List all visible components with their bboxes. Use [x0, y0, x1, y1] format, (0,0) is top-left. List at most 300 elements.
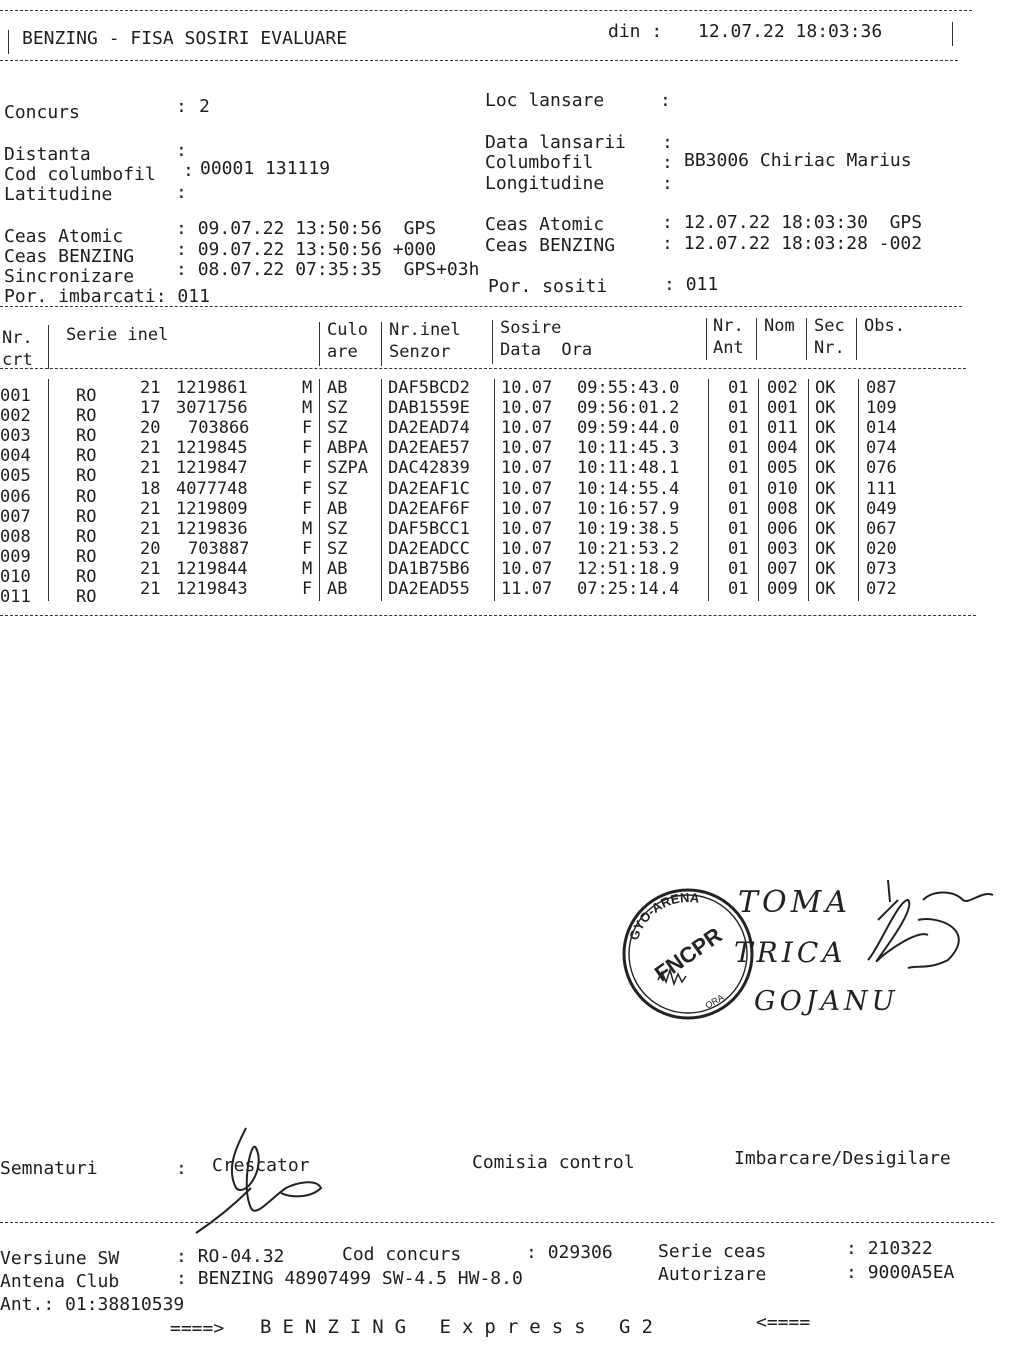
row-time: 10:16:57.9 [577, 498, 680, 519]
ceas-benzing-date: 09.07.22 13:50:56 +000 [197, 239, 437, 260]
ceas-benzing-r-label: Ceas BENZING [485, 235, 616, 256]
row-separator [381, 439, 382, 460]
th-sep [319, 322, 320, 366]
row-nr: 001 [0, 386, 31, 406]
top-border [0, 10, 972, 11]
por-sositi-count: 011 [685, 274, 719, 295]
row-sex: M [302, 378, 313, 398]
row-year: 20 [140, 538, 161, 559]
row-date: 10.07 [501, 458, 553, 479]
ceas-atomic-r-label: Ceas Atomic [485, 214, 605, 235]
row-color: SZ [327, 538, 348, 559]
th-sec-1: Sec [814, 316, 845, 336]
row-separator [708, 520, 709, 541]
row-separator [758, 399, 759, 420]
row-date: 11.07 [501, 579, 553, 599]
row-separator [758, 419, 759, 440]
row-separator [381, 520, 382, 541]
ceas-atomic-date: 09.07.22 13:50:56 GPS [197, 218, 437, 239]
row-separator [48, 560, 49, 581]
handwritten-name-1: TOMA [738, 885, 851, 920]
antena-value: : BENZING 48907499 SW-4.5 HW-8.0 [176, 1268, 523, 1289]
row-country: RO [76, 446, 97, 467]
row-antenna: 01 [728, 558, 749, 579]
row-nr: 011 [0, 587, 31, 607]
row-separator [319, 399, 320, 420]
th-sep [48, 325, 49, 369]
row-separator [319, 379, 320, 400]
row-time: 10:21:53.2 [577, 538, 680, 559]
row-sensor: DA2EAD55 [388, 579, 470, 599]
row-ring-number: 1219847 [176, 458, 248, 479]
row-obs: 067 [866, 518, 897, 539]
row-sensor: DAC42839 [388, 458, 470, 479]
row-separator [319, 419, 320, 440]
row-antenna: 01 [728, 538, 749, 559]
distanta-label: Distanta [4, 144, 91, 165]
row-separator [858, 399, 859, 420]
row-time: 12:51:18.9 [577, 558, 680, 579]
row-year: 21 [140, 378, 161, 398]
ceas-benzing-label: Ceas BENZING [4, 246, 135, 267]
row-color: SZ [327, 418, 348, 439]
date-label: din : [608, 21, 663, 42]
row-obs: 109 [866, 398, 897, 419]
cod-columbofil-label: Cod columbofil [4, 164, 156, 185]
row-separator [858, 419, 859, 440]
row-sec: OK [815, 579, 836, 599]
row-ring-number: 703866 [188, 418, 250, 439]
row-separator [48, 520, 49, 541]
cod-columbofil-colon: : [183, 160, 194, 181]
crescator-signature [196, 1118, 336, 1238]
por-imbarcati-value: 011 [177, 286, 210, 307]
row-sex: F [302, 458, 313, 479]
row-separator [708, 540, 709, 561]
row-sec: OK [815, 398, 836, 419]
header-left-bar [8, 30, 9, 54]
row-separator [48, 379, 49, 400]
row-separator [708, 459, 709, 480]
row-separator [808, 459, 809, 480]
row-color: SZ [327, 478, 348, 499]
row-ring-number: 703887 [188, 538, 250, 559]
row-separator [494, 439, 495, 460]
ceas-atomic-value: : 09.07.22 13:50:56 GPS [176, 218, 437, 239]
sincronizare-date: 08.07.22 07:35:35 GPS+03h [197, 259, 480, 280]
row-separator [381, 540, 382, 561]
row-separator [494, 580, 495, 601]
stamp-ring-text: GYO-ARENA [626, 889, 701, 943]
row-sec: OK [815, 538, 836, 559]
th-sosire: Sosire [500, 318, 562, 338]
row-separator [808, 520, 809, 541]
row-obs: 087 [866, 378, 897, 398]
row-separator [381, 419, 382, 440]
row-country: RO [76, 426, 97, 447]
row-color: SZ [327, 398, 348, 419]
row-sec: OK [815, 558, 836, 579]
row-sex: M [302, 518, 313, 539]
row-separator [381, 459, 382, 480]
row-separator [858, 459, 859, 480]
ant-label: Ant.: [0, 1294, 55, 1315]
row-separator [808, 580, 809, 601]
versiune-text: RO-04.32 [197, 1246, 285, 1267]
semnaturi-label: Semnaturi [0, 1158, 98, 1179]
row-date: 10.07 [501, 538, 553, 559]
latitudine-colon: : [176, 182, 187, 203]
longitudine-label: Longitudine [485, 173, 605, 194]
columbofil-value: BB3006 Chiriac Marius [684, 150, 912, 171]
row-nom: 009 [767, 579, 798, 599]
row-separator [858, 379, 859, 400]
row-sensor: DA1B75B6 [388, 558, 470, 579]
th-sep [492, 320, 493, 364]
row-sec: OK [815, 518, 836, 539]
data-lansarii-label: Data lansarii [485, 132, 626, 153]
versiune-label: Versiune SW [0, 1248, 120, 1269]
row-ring-number: 1219843 [176, 579, 248, 599]
row-nr: 006 [0, 486, 31, 507]
row-country: RO [76, 546, 97, 567]
columbofil-label: Columbofil [485, 152, 594, 173]
th-data-ora: Data Ora [500, 340, 593, 360]
ceas-atomic-r-date: 12.07.22 18:03:30 GPS [683, 212, 923, 233]
distanta-colon: : [176, 140, 187, 161]
row-separator [708, 379, 709, 400]
ceas-benzing-value: : 09.07.22 13:50:56 +000 [176, 239, 437, 260]
row-nom: 010 [767, 478, 798, 499]
row-separator [808, 480, 809, 501]
ceas-benzing-r-value: : 12.07.22 18:03:28 -002 [662, 233, 923, 254]
row-year: 21 [140, 498, 161, 519]
row-obs: 074 [866, 438, 897, 459]
row-separator [758, 580, 759, 601]
row-country: RO [76, 406, 97, 427]
row-separator [758, 520, 759, 541]
row-separator [494, 540, 495, 561]
row-sec: OK [815, 418, 836, 439]
row-separator [708, 399, 709, 420]
row-separator [48, 419, 49, 440]
table-bottom-border [0, 615, 976, 616]
serie-ceas-value: : 210322 [846, 1238, 933, 1259]
row-sex: F [302, 478, 313, 499]
row-year: 21 [140, 458, 161, 479]
row-color: AB [327, 498, 348, 519]
row-sensor: DA2EAF6F [388, 498, 470, 519]
row-nom: 002 [767, 378, 798, 398]
row-separator [319, 560, 320, 581]
longitudine-colon: : [662, 173, 673, 194]
brand-arrow-right: <==== [756, 1312, 811, 1333]
row-nom: 005 [767, 458, 798, 479]
row-country: RO [76, 386, 97, 406]
th-sep [756, 318, 757, 360]
concurs-colon: : [176, 96, 187, 117]
row-color: SZPA [327, 458, 368, 479]
row-nr: 005 [0, 466, 31, 487]
row-separator [494, 459, 495, 480]
row-nom: 007 [767, 558, 798, 579]
row-sensor: DA2EAD74 [388, 418, 470, 439]
ant-value: 01:38810539 [65, 1294, 185, 1315]
concurs-label: Concurs [4, 102, 80, 123]
por-sositi-value: : 011 [664, 274, 719, 295]
row-color: SZ [327, 518, 348, 539]
row-nom: 004 [767, 438, 798, 459]
header-right-bar [952, 22, 953, 46]
row-year: 17 [140, 398, 161, 419]
row-sec: OK [815, 498, 836, 519]
row-date: 10.07 [501, 398, 553, 419]
row-sex: F [302, 438, 313, 459]
row-antenna: 01 [728, 458, 749, 479]
row-separator [494, 500, 495, 521]
row-time: 10:19:38.5 [577, 518, 680, 539]
row-sec: OK [815, 458, 836, 479]
row-year: 18 [140, 478, 161, 499]
brand-arrow-left: ====> [170, 1318, 225, 1339]
row-year: 21 [140, 438, 161, 459]
crescator-label: Crescator [212, 1155, 310, 1176]
row-nr: 008 [0, 526, 31, 547]
row-separator [808, 379, 809, 400]
row-separator [808, 540, 809, 561]
row-color: AB [327, 558, 348, 579]
handwritten-name-3: GOJANU [754, 986, 899, 1017]
row-separator [319, 540, 320, 561]
imbarcare-label: Imbarcare/Desigilare [734, 1148, 951, 1169]
row-nom: 011 [767, 418, 798, 439]
row-antenna: 01 [728, 579, 749, 599]
sincronizare-value: : 08.07.22 07:35:35 GPS+03h [176, 259, 480, 280]
row-separator [319, 580, 320, 601]
row-separator [319, 500, 320, 521]
row-date: 10.07 [501, 498, 553, 519]
ant-line [0, 1296, 184, 1314]
row-separator [808, 419, 809, 440]
th-nrant-1: Nr. [713, 316, 744, 336]
comisia-label: Comisia control [472, 1152, 635, 1173]
por-sositi-label: Por. sositi [488, 276, 608, 297]
row-antenna: 01 [728, 478, 749, 499]
row-separator [808, 439, 809, 460]
stamp-center-text: FNCPR [650, 922, 727, 987]
th-nrant-2: Ant [713, 338, 744, 358]
row-sensor: DAB1559E [388, 398, 470, 419]
row-separator [858, 480, 859, 501]
row-time: 10:14:55.4 [577, 478, 680, 499]
row-ring-number: 1219844 [176, 558, 248, 579]
sincronizare-label: Sincronizare [4, 266, 135, 287]
ceas-benzing-r-date: 12.07.22 18:03:28 -002 [683, 233, 923, 254]
th-serie-inel: Serie inel [66, 325, 169, 345]
handwritten-name-2: TRICA [734, 936, 847, 969]
svg-text:GYO-ARENA [626, 890, 701, 942]
row-nr: 010 [0, 566, 31, 587]
row-separator [381, 580, 382, 601]
row-country: RO [76, 587, 97, 607]
row-date: 10.07 [501, 438, 553, 459]
row-time: 07:25:14.4 [577, 579, 680, 599]
semnaturi-colon: : [176, 1158, 187, 1179]
cod-concurs-label: Cod concurs [342, 1244, 462, 1265]
row-separator [858, 500, 859, 521]
row-country: RO [76, 566, 97, 587]
row-nom: 001 [767, 398, 798, 419]
row-sex: F [302, 579, 313, 599]
row-sex: F [302, 418, 313, 439]
row-separator [319, 480, 320, 501]
row-nom: 003 [767, 538, 798, 559]
row-country: RO [76, 526, 97, 547]
th-culoare-2: are [327, 342, 358, 362]
row-nr: 003 [0, 426, 31, 447]
row-separator [758, 560, 759, 581]
th-nom: Nom [764, 316, 795, 336]
row-year: 20 [140, 418, 161, 439]
row-separator [858, 580, 859, 601]
row-separator [494, 560, 495, 581]
row-sex: M [302, 558, 313, 579]
row-year: 21 [140, 558, 161, 579]
row-date: 10.07 [501, 558, 553, 579]
row-separator [858, 439, 859, 460]
row-separator [48, 580, 49, 601]
row-separator [808, 399, 809, 420]
row-color: ABPA [327, 438, 368, 459]
row-separator [494, 419, 495, 440]
row-date: 10.07 [501, 478, 553, 499]
row-separator [708, 560, 709, 581]
row-separator [48, 459, 49, 480]
row-sensor: DA2EAF1C [388, 478, 470, 499]
row-obs: 014 [866, 418, 897, 439]
header-bottom-border [0, 60, 958, 61]
row-separator [858, 540, 859, 561]
versiune-value: : RO-04.32 [176, 1246, 285, 1267]
row-separator [494, 520, 495, 541]
row-ring-number: 1219845 [176, 438, 248, 459]
th-sep [806, 318, 807, 360]
row-sec: OK [815, 478, 836, 499]
row-year: 21 [140, 518, 161, 539]
ceas-atomic-label: Ceas Atomic [4, 226, 124, 247]
row-antenna: 01 [728, 398, 749, 419]
th-sep [381, 322, 382, 366]
row-obs: 111 [866, 478, 897, 499]
row-antenna: 01 [728, 438, 749, 459]
row-obs: 076 [866, 458, 897, 479]
row-separator [708, 439, 709, 460]
data-lansarii-colon: : [662, 132, 673, 153]
handwritten-names [728, 860, 1008, 1017]
antena-label: Antena Club [0, 1271, 120, 1292]
row-nom: 006 [767, 518, 798, 539]
row-nom: 008 [767, 498, 798, 519]
row-separator [48, 500, 49, 521]
row-sensor: DAF5BCD2 [388, 378, 470, 398]
loc-lansare-colon: : [660, 90, 671, 111]
row-obs: 049 [866, 498, 897, 519]
footer-top-border [0, 1222, 994, 1223]
row-ring-number: 1219861 [176, 378, 248, 398]
row-separator [708, 500, 709, 521]
th-sec-2: Nr. [814, 338, 845, 358]
row-separator [48, 540, 49, 561]
row-sec: OK [815, 378, 836, 398]
row-separator [494, 399, 495, 420]
row-separator [494, 379, 495, 400]
row-separator [381, 500, 382, 521]
row-country: RO [76, 506, 97, 527]
print-date: 12.07.22 18:03:36 [698, 21, 883, 42]
row-separator [494, 480, 495, 501]
autorizare-text: 9000A5EA [867, 1262, 955, 1283]
row-antenna: 01 [728, 518, 749, 539]
row-obs: 072 [866, 579, 897, 599]
row-separator [708, 480, 709, 501]
por-imbarcati-label: Por. imbarcati: 011 [4, 286, 210, 307]
row-separator [381, 379, 382, 400]
row-color: AB [327, 378, 348, 398]
row-sensor: DA2EADCC [388, 538, 470, 559]
row-sex: M [302, 398, 313, 419]
row-time: 09:59:44.0 [577, 418, 680, 439]
row-nr: 004 [0, 446, 31, 467]
th-nr: Nr. [2, 328, 33, 348]
row-ring-number: 4077748 [176, 478, 248, 499]
row-time: 10:11:48.1 [577, 458, 680, 479]
row-separator [319, 459, 320, 480]
table-header-bottom-border [0, 368, 966, 369]
columbofil-colon: : [662, 152, 673, 173]
por-imbarcati-text: Por. imbarcati [4, 286, 156, 307]
row-sensor: DAF5BCC1 [388, 518, 470, 539]
th-crt: crt [2, 350, 33, 370]
row-separator [48, 480, 49, 501]
row-ring-number: 1219809 [176, 498, 248, 519]
row-nr: 007 [0, 506, 31, 527]
stamp-small-text: ORA [703, 992, 726, 1011]
row-separator [758, 459, 759, 480]
row-separator [858, 520, 859, 541]
row-separator [319, 520, 320, 541]
th-nrinel-1: Nr.inel [389, 320, 461, 340]
row-antenna: 01 [728, 418, 749, 439]
row-ring-number: 3071756 [176, 398, 248, 419]
row-separator [808, 560, 809, 581]
row-nr: 009 [0, 546, 31, 567]
loc-lansare-label: Loc lansare [485, 90, 605, 111]
th-sep [856, 318, 857, 360]
row-separator [808, 500, 809, 521]
row-separator [758, 540, 759, 561]
row-separator [758, 480, 759, 501]
row-separator [758, 379, 759, 400]
latitudine-label: Latitudine [4, 184, 113, 205]
cod-concurs-text: 029306 [547, 1242, 613, 1263]
row-separator [858, 560, 859, 581]
autorizare-label: Autorizare [658, 1264, 767, 1285]
row-sensor: DA2EAE57 [388, 438, 470, 459]
row-obs: 073 [866, 558, 897, 579]
antena-text: BENZING 48907499 SW-4.5 HW-8.0 [197, 1268, 523, 1289]
row-year: 21 [140, 579, 161, 599]
row-sec: OK [815, 438, 836, 459]
